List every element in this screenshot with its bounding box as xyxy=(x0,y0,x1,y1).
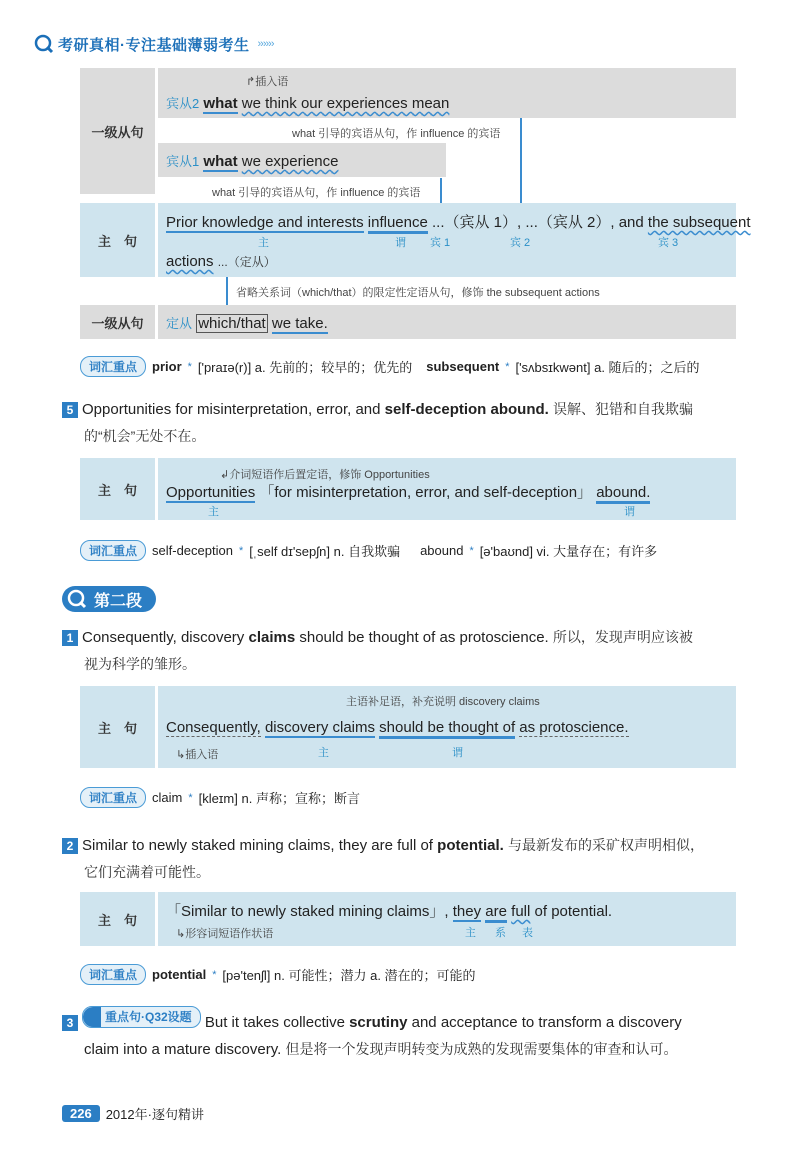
main-object2: ...（宾从 2）, and xyxy=(525,214,644,231)
label-main1: 主 句 xyxy=(97,233,137,249)
key-sentence-flag: 重点句·Q32设题 xyxy=(82,1006,201,1028)
sentence-number: 2 xyxy=(62,838,78,854)
vocab-def: [pə'tenʃl] n. 可能性；潜力 a. 潜在的；可能的 xyxy=(222,968,476,983)
main-clause-line2 xyxy=(166,253,276,270)
main-object3: the subsequent xyxy=(647,214,751,231)
vocab-badge: 词汇重点 xyxy=(80,540,146,561)
label-main: 主 句 xyxy=(97,912,137,928)
p2s1-line xyxy=(166,719,629,736)
clause1-tag: 宾从1 xyxy=(166,154,200,169)
main-attr-ref: ...（定从） xyxy=(217,255,276,269)
role-verb: 谓 xyxy=(624,506,635,518)
clause1-rest: we experience xyxy=(241,153,339,170)
s5-subject: Opportunities xyxy=(166,484,256,501)
main-clause-line1 xyxy=(166,211,751,232)
role-subj1: 主 xyxy=(258,237,269,249)
vocab-word: subsequent xyxy=(426,359,500,374)
label-sub2: 一级从句 xyxy=(91,315,144,331)
insert-note: ↱插入语 xyxy=(246,76,289,88)
vocab-def: [ˌself dɪ'sepʃn] n. 自我欺骗 xyxy=(249,544,401,559)
p2s1-verb: should be thought of xyxy=(379,719,515,739)
attr-line xyxy=(166,313,328,332)
attr-note: 省略关系词（which/that）的限定性定语从句，修饰 the subsequent actions xyxy=(236,287,600,299)
arrow-to-clause2 xyxy=(520,118,522,210)
page-header xyxy=(34,32,273,56)
section-title: 第二段 xyxy=(94,592,143,610)
label-main: 主 句 xyxy=(97,720,137,736)
clause2-line xyxy=(166,93,449,112)
role-link: 系 xyxy=(495,927,506,939)
flag-icon xyxy=(83,1007,101,1027)
p2s2-line xyxy=(166,900,612,921)
vocab-def: [ə'baʊnd] vi. 大量存在；有许多 xyxy=(479,544,658,559)
page-number: 226 xyxy=(62,1105,100,1122)
sentence-number: 1 xyxy=(62,630,78,646)
clause2-note: what 引导的宾语从句，作 influence 的宾语 xyxy=(292,128,501,140)
label-cell-main xyxy=(80,203,155,277)
attr-rest: we take. xyxy=(271,315,328,332)
clause1-what: what xyxy=(203,153,238,170)
clause2-rest: we think our experiences mean xyxy=(241,95,450,112)
label-sub1: 一级从句 xyxy=(91,124,144,140)
s5-modifier: 「for misinterpretation, error, and self-deception」 xyxy=(259,484,593,501)
p2s2-adverbial: 「Similar to newly staked mining claims」, xyxy=(166,903,449,920)
role-subj: 主 xyxy=(318,747,329,759)
role-verb1: 谓 xyxy=(395,237,406,249)
magnifier-icon xyxy=(66,588,88,610)
p2s1-insert: Consequently, xyxy=(166,719,261,736)
vocab-word: abound xyxy=(420,543,464,558)
role-verb: 谓 xyxy=(452,747,463,759)
role-subj: 主 xyxy=(465,927,476,939)
section-2-header xyxy=(62,586,156,612)
main-verb: influence xyxy=(368,214,428,234)
s5-line xyxy=(166,481,650,502)
role-subj: 主 xyxy=(208,506,219,518)
s5-note: ↲介词短语作后置定语，修饰 Opportunities xyxy=(220,469,430,481)
label-cell-sub1 xyxy=(80,68,155,194)
p2s1-complement: as protoscience. xyxy=(519,719,629,736)
vocab-row-2: 词汇重点 self-deception * [ˌself dɪ'sepʃn] n. 自我欺骗 abound * [ə'baʊnd] vi. 大量存在；有许多 xyxy=(80,540,657,561)
sentence-number: 5 xyxy=(62,402,78,418)
label-cell-p2s2 xyxy=(80,892,155,946)
sentence-5: 5 Opportunities for misinterpretation, error, and self-deception abound. 误解、犯错和自我欺骗 的“机会”无处不在。 xyxy=(62,396,742,450)
vocab-badge: 词汇重点 xyxy=(80,964,146,985)
vocab-def: ['praɪə(r)] a. 先前的；较早的；优先的 xyxy=(197,360,413,375)
p2s1-subject: discovery claims xyxy=(264,719,375,736)
p2s2-predicative: full xyxy=(511,903,531,920)
vocab-def: [kleɪm] n. 声称；宣称；断言 xyxy=(198,791,360,806)
role-obj3: 宾 3 xyxy=(658,237,679,249)
label-cell-s5 xyxy=(80,458,155,520)
label-cell-sub2 xyxy=(80,305,155,339)
vocab-def: ['sʌbsɪkwənt] a. 随后的；之后的 xyxy=(515,360,700,375)
vocab-row-3: 词汇重点 claim * [kleɪm] n. 声称；宣称；断言 xyxy=(80,787,360,808)
p2s2-note: ↳形容词短语作状语 xyxy=(176,928,274,940)
role-obj1: 宾 1 xyxy=(430,237,451,249)
p2s2-rest: of potential. xyxy=(534,903,613,920)
p2s1-insert-note: ↳插入语 xyxy=(176,749,219,761)
p2s2-link: are xyxy=(485,903,507,923)
attr-tag: 定从 xyxy=(166,316,193,331)
main-actions: actions xyxy=(166,253,214,270)
footer-text: 2012年·逐句精讲 xyxy=(105,1107,204,1122)
clause1-note: what 引导的宾语从句，作 influence 的宾语 xyxy=(212,187,421,199)
vocab-badge: 词汇重点 xyxy=(80,356,146,377)
clause2-what: what xyxy=(203,95,238,112)
p2s1-note: 主语补足语，补充说明 discovery claims xyxy=(346,696,540,708)
label-cell-p2s1 xyxy=(80,686,155,768)
sentence-number: 3 xyxy=(62,1015,78,1031)
p2s2-subject: they xyxy=(452,903,482,920)
header-arrows: ›››››› xyxy=(257,38,274,50)
label-main: 主 句 xyxy=(97,482,137,498)
vocab-word: claim xyxy=(152,790,183,805)
vocab-row-4: 词汇重点 potential * [pə'tenʃl] n. 可能性；潜力 a. 潜在的；可能的 xyxy=(80,964,476,985)
role-obj2: 宾 2 xyxy=(510,237,531,249)
header-title: 考研真相·专注基础薄弱考生 xyxy=(58,36,250,54)
vocab-word: potential xyxy=(152,967,207,982)
role-pred: 表 xyxy=(522,927,533,939)
clause1-line xyxy=(166,151,338,170)
vocab-word: prior xyxy=(152,359,182,374)
p2-sentence-2: 2 Similar to newly staked mining claims, they are full of potential. 与最新发布的采矿权声明相似， 它们充满着可能性。 xyxy=(62,832,742,886)
vocab-word: self-deception xyxy=(152,543,233,558)
main-subject: Prior knowledge and interests xyxy=(166,214,364,231)
attr-relative: which/that xyxy=(198,315,266,332)
magnifier-logo-icon xyxy=(34,34,54,54)
vocab-row-1: 词汇重点 prior * ['praɪə(r)] a. 先前的；较早的；优先的 subsequent * ['sʌbsɪkwənt] a. 随后的；之后的 xyxy=(80,356,700,377)
arrow-to-attr xyxy=(226,277,228,305)
vocab-badge: 词汇重点 xyxy=(80,787,146,808)
clause2-tag: 宾从2 xyxy=(166,96,200,111)
p2-sentence-1: 1 Consequently, discovery claims should be thought of as protoscience. 所以，发现声明应该被 视为科学的雏形。 xyxy=(62,624,742,678)
s5-verb: abound. xyxy=(596,484,650,504)
p2-sentence-3: 3 重点句·Q32设题 But it takes collective scrutiny and acceptance to transform a discovery claim into a mature discovery. 但是将一个发现声明转变为成熟的发现需要集体的审查和认可。 xyxy=(62,1006,742,1063)
main-object1: ...（宾从 1）, xyxy=(432,214,522,231)
page-footer xyxy=(62,1104,204,1123)
